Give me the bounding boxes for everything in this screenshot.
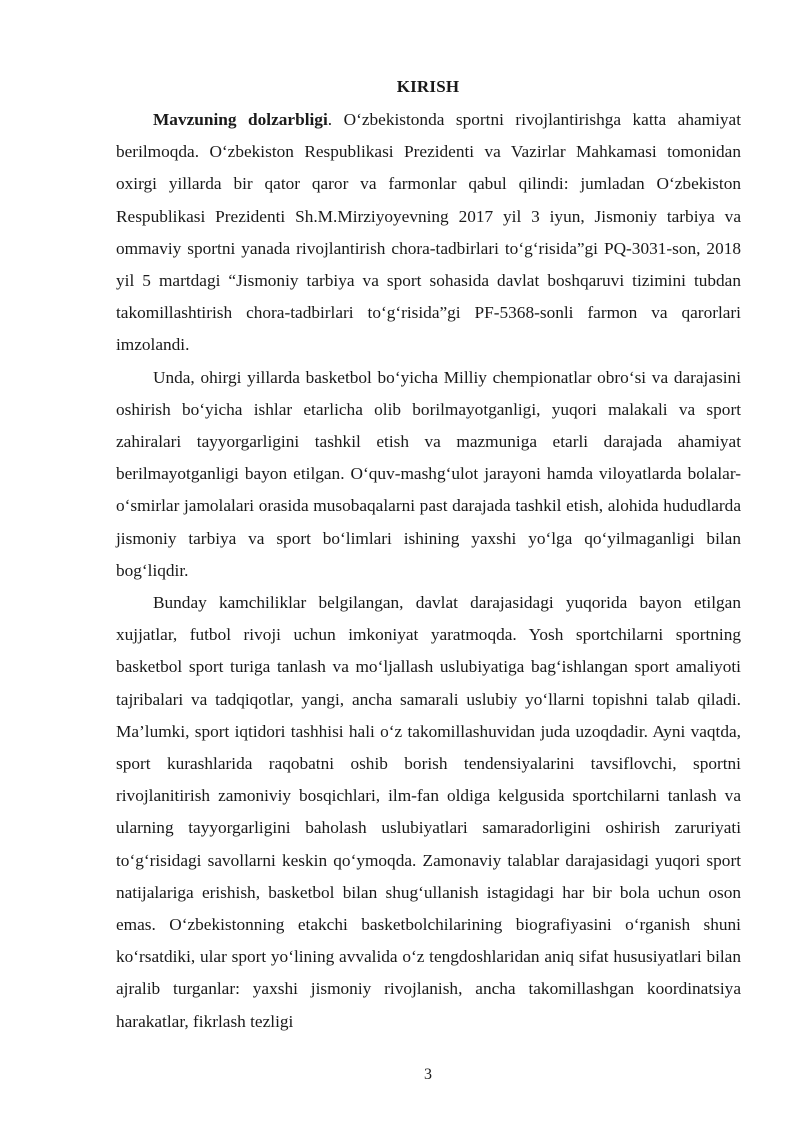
- paragraph-shortcomings: [116, 587, 741, 1038]
- paragraph-text: . O‘zbekistonda sportni rivojlantirishga katta ahamiyat berilmoqda. O‘zbekiston Respublikasi Prezidenti va Vazirlar Mahkamasi tomonidan oxirgi yillarda bir qator qaror va farmonlar qabul qilindi: jumladan O‘zbekiston Respublikasi Prezidenti Sh.M.Mirziyoyevning 2017 yil 3 iyun, Jismoniy tarbiya va ommaviy sportni yanada rivojlantirish chora-tadbirlari to‘g‘risida”gi PQ-3031-son, 2018 yil 5 martdagi “Jismoniy tarbiya va sport sohasida davlat boshqaruvi tizimini tubdan takomillashtirish chora-tadbirlari to‘g‘risida”gi PF-5368-sonli farmon va qarorlari imzolandi.: [116, 110, 741, 355]
- page-heading: KIRISH: [396, 77, 460, 96]
- paragraph-text: Bunday kamchiliklar belgilangan, davlat darajasidagi yuqorida bayon etilgan xujjatlar, futbol rivoji uchun imkoniyat yaratmoqda. Yosh sportchilarni sportning basketbol sport turiga tanlash va mo‘ljallash uslubiyatiga bag‘ishlangan sport amaliyoti tajribalari va tadqiqotlar, yangi, ancha samarali uslubiy yo‘llarni topishni talab qiladi. Ma’lumki, sport iqtidori tashhisi hali o‘z takomillashuvidan juda uzoqdadir. Ayni vaqtda, sport kurashlarida raqobatni oshib borish tendensiyalarini tavsiflovchi, sportni rivojlanitirish zamoniviy bosqichlari, ilm-fan oldiga kelgusida sportchilarni tanlash va ularning tayyorgarligini baholash uslubiyatlari samaradorligini oshirish zaruriyati to‘g‘risidagi savollarni keskin qo‘ymoqda. Zamonaviy talablar darajasidagi yuqori sport natijalariga erishish, basketbol bilan shug‘ullanish istagidagi har bir bola uchun oson emas. O‘zbekistonning etakchi basketbolchilarining biografiyasini o‘rganish shuni ko‘rsatdiki, ular sport yo‘lining avvalida o‘z tengdoshlaridan aniq sifat hususiyatlari bilan ajralib turganlar: yaxshi jismoniy rivojlanish, ancha takomillashgan koordinatsiya harakatlar, fikrlash tezligi: [116, 593, 741, 1031]
- page-number: 3: [424, 1066, 432, 1083]
- paragraph-problems: [116, 362, 741, 587]
- body-text: [116, 104, 741, 1038]
- paragraph-text: Unda, ohirgi yillarda basketbol bo‘yicha Milliy chempionatlar obro‘si va darajasini oshirish bo‘yicha ishlar etarlicha olib borilmayotganligi, yuqori malakali va sport zahiralari tayyorgarligini tashkil etish va mazmuniga etarli darajada ahamiyat berilmayotganligi bayon etilgan. O‘quv-mashg‘ulot jarayoni hamda viloyatlarda bolalar-o‘smirlar jamolalari orasida musobaqalarni past darajada tashkil etish, alohida hududlarda jismoniy tarbiya va sport bo‘limlari ishining yaxshi yo‘lga qo‘yilmaganligi bilan bog‘liqdir.: [116, 367, 741, 580]
- paragraph-lead: Mavzuning dolzarbligi: [153, 110, 328, 129]
- paragraph-relevance: [116, 104, 741, 362]
